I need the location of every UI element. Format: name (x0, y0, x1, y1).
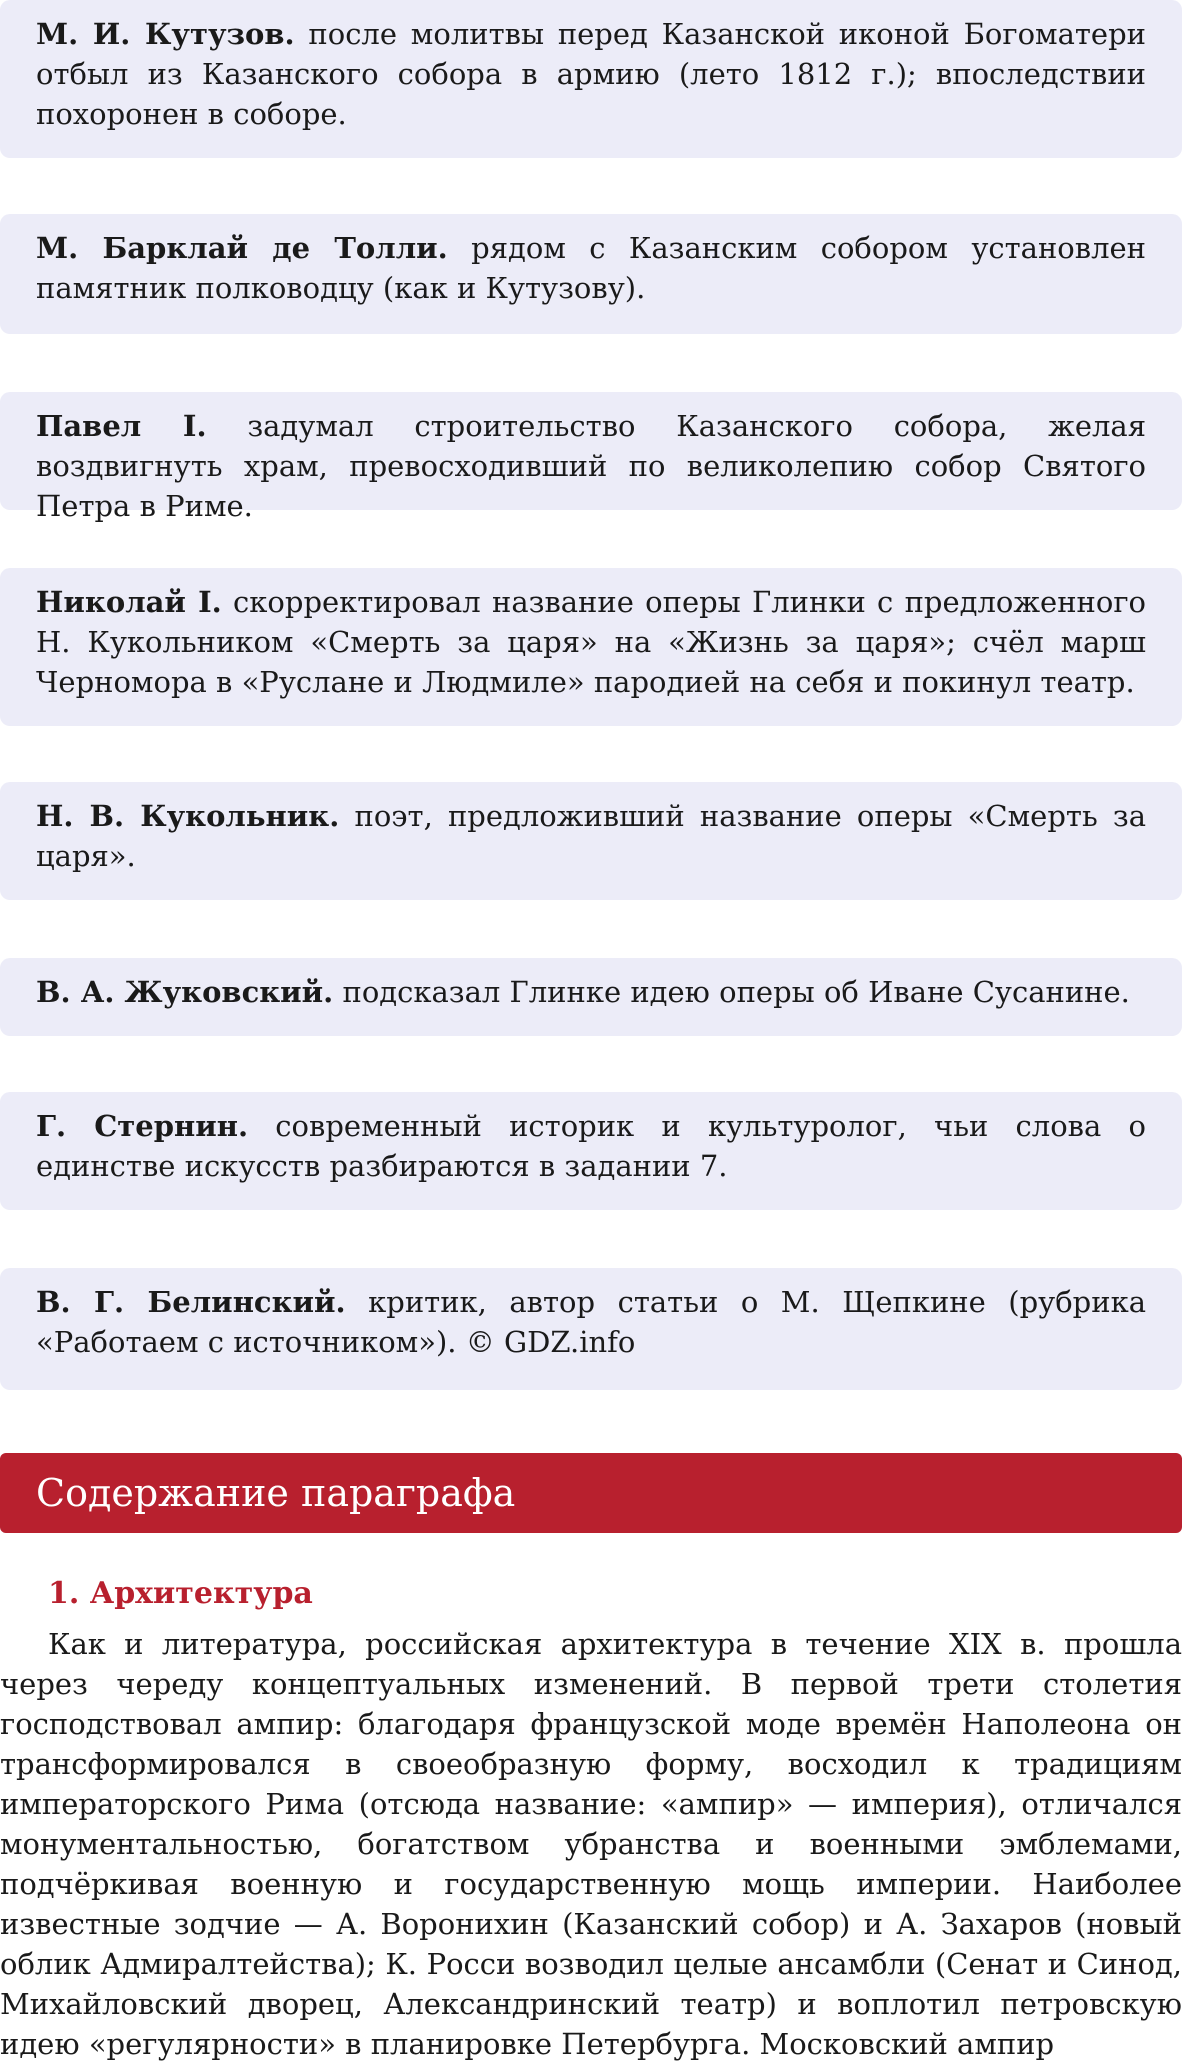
entry-text: рядом с Казанским собором установлен памятник полководцу (как и Кутузову). (36, 231, 1146, 305)
entry-card (0, 782, 1182, 900)
entry-name: В. А. Жуковский. (36, 975, 334, 1009)
entry-card (0, 392, 1182, 523)
entry-name: Николай I. (36, 585, 222, 619)
entry-text: критик, автор статьи о М. Щепкине (рубрика «Работаем с источником»). © GDZ.info (36, 1285, 1146, 1359)
entry-card (0, 1268, 1182, 1390)
entry-card (0, 1092, 1182, 1210)
section-subheading: 1. Архитектура (48, 1576, 313, 1611)
entry-name: В. Г. Белинский. (36, 1285, 346, 1319)
entry-text: скорректировал название оперы Глинки с предложенного Н. Кукольником «Смерть за царя» на «Жизнь за царя»; счёл марш Черномора в «Руслане и Людмиле» пародией на себя и покинул театр. (36, 585, 1146, 699)
entry-name: Г. Стернин. (36, 1109, 249, 1143)
entry-card (0, 214, 1182, 334)
section-header: Содержание параграфа (0, 1453, 1182, 1533)
entry-card (0, 0, 1182, 158)
entry-text: задумал строительство Казанского собора, желая воздвигнуть храм, превосходивший по великолепию собор Святого Петра в Риме. (36, 409, 1147, 523)
entry-text: после молитвы перед Казанской иконой Богоматери отбыл из Казанского собора в армию (лето 1812 г.); впоследствии похоронен в соборе. (36, 17, 1146, 131)
entry-text: подсказал Глинке идею оперы об Иване Сусанине. (333, 975, 1130, 1009)
entry-name: Н. В. Кукольник. (36, 799, 340, 833)
entry-text: поэт, предложивший название оперы «Смерть за царя». (36, 799, 1147, 873)
entry-name: М. Барклай де Толли. (36, 231, 448, 265)
entry-name: Павел I. (36, 409, 207, 443)
entry-name: М. И. Кутузов. (36, 17, 295, 51)
entry-card (0, 568, 1182, 726)
entry-text: современный историк и культуролог, чьи слова о единстве искусств разбираются в задании 7. (36, 1109, 1146, 1183)
entry-card (0, 958, 1182, 1036)
body-paragraph: Как и литература, российская архитектура в течение XIX в. прошла через череду концептуальных изменений. В первой трети столетия господствовал ампир: благодаря французской моде времён Наполеона он трансформировался в своеобразную форму, восходил к традициям императорского Рима (отсюда название: «ампир» — империя), отличался монументальностью, богатством убранства и военными эмблемами, подчёркивая военную и государственную мощь империи. Наиболее известные зодчие — А. Воронихин (Казанский собор) и А. Захаров (новый облик Адмиралтейства); К. Росси возводил целые ансамбли (Сенат и Синод, Михайловский дворец, Александринский театр) и воплотил петровскую идею «регулярности» в планировке Петербурга. Московский ампир (0, 1627, 1182, 2061)
